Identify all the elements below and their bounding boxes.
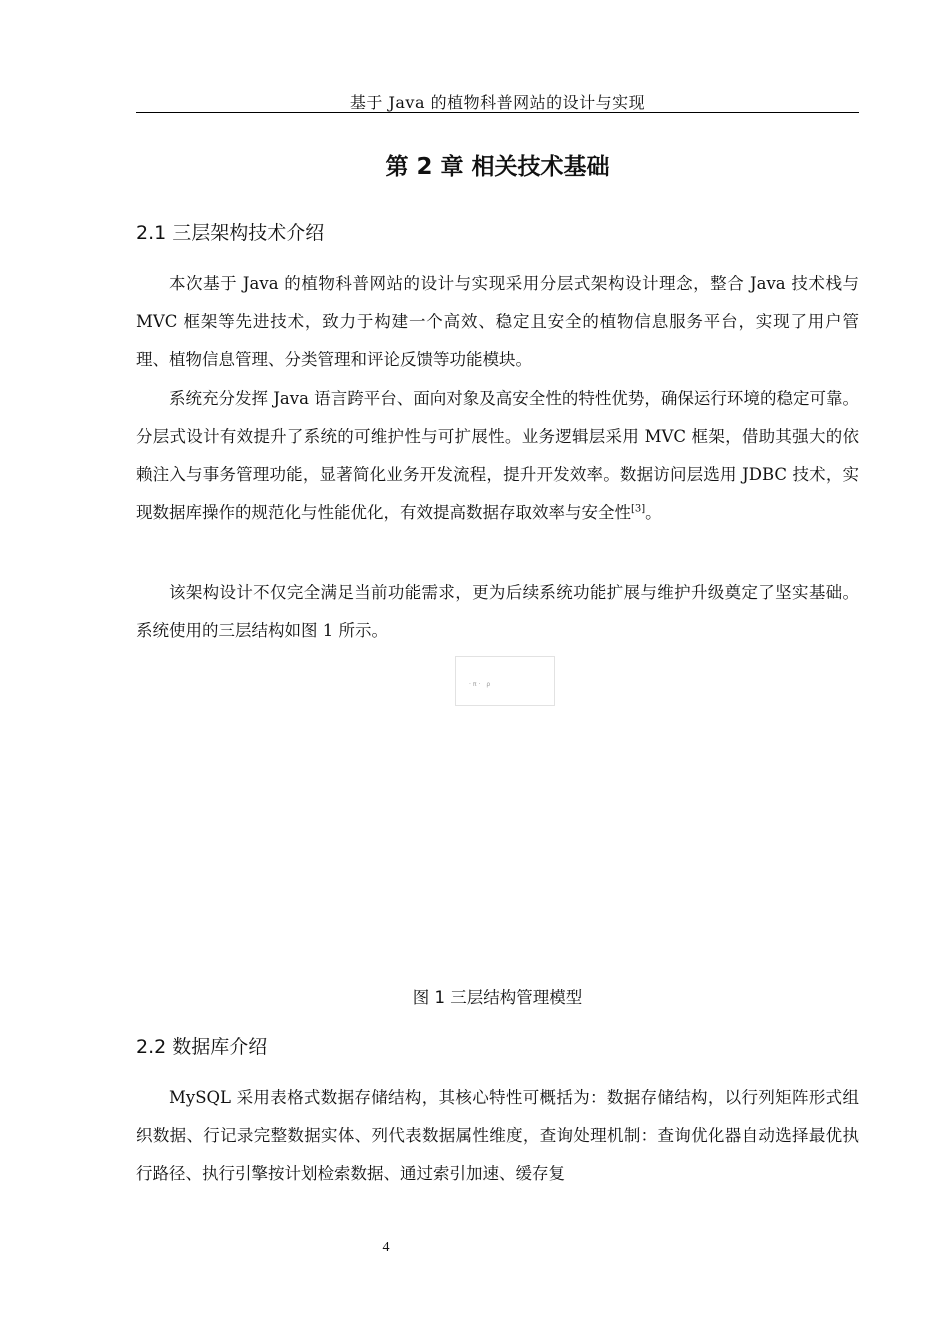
running-header: 基于 Java 的植物科普网站的设计与实现	[349, 93, 646, 112]
paragraph-mysql-intro: MySQL 采用表格式数据存储结构，其核心特性可概括为：数据存储结构，以行列矩阵形式组织数据、行记录完整数据实体、列代表数据属性维度，查询处理机制：查询优化器自动选择最优执行路径、执行引擎按计划检索数据、通过索引加速、缓存复	[136, 1088, 859, 1183]
page-number: 4	[382, 1240, 390, 1255]
paragraph-architecture-summary: 该架构设计不仅完全满足当前功能需求，更为后续系统功能扩展与维护升级奠定了坚实基础。系统使用的三层结构如图 1 所示。	[136, 583, 859, 640]
paragraph-end: 。	[645, 503, 662, 522]
figure-placeholder-text: ·π· ρ	[469, 681, 493, 688]
paragraph-architecture-intro: 本次基于 Java 的植物科普网站的设计与实现采用分层式架构设计理念，整合 Java 技术栈与 MVC 框架等先进技术，致力于构建一个高效、稳定且安全的植物信息服务平台，实现了用户管理、植物信息管理、分类管理和评论反馈等功能模块。	[136, 274, 859, 369]
chapter-title: 第 2 章 相关技术基础	[385, 154, 610, 180]
section-heading-2-2: 2.2 数据库介绍	[136, 1036, 268, 1058]
paragraph-architecture-detail	[136, 380, 859, 532]
paragraph-text: 系统充分发挥 Java 语言跨平台、面向对象及高安全性的特性优势，确保运行环境的稳定可靠。分层式设计有效提升了系统的可维护性与可扩展性。业务逻辑层采用 MVC 框架，借助其强大的依赖注入与事务管理功能，显著简化业务开发流程，提升开发效率。数据访问层选用 JDBC 技术，实现数据库操作的规范化与性能优化，有效提高数据存取效率与安全性	[136, 389, 859, 522]
figure-1-image	[455, 656, 555, 706]
figure-1-caption: 图 1 三层结构管理模型	[412, 988, 583, 1007]
citation-ref: [3]	[631, 503, 646, 515]
header-rule	[136, 112, 859, 113]
section-heading-2-1: 2.1 三层架构技术介绍	[136, 222, 325, 244]
